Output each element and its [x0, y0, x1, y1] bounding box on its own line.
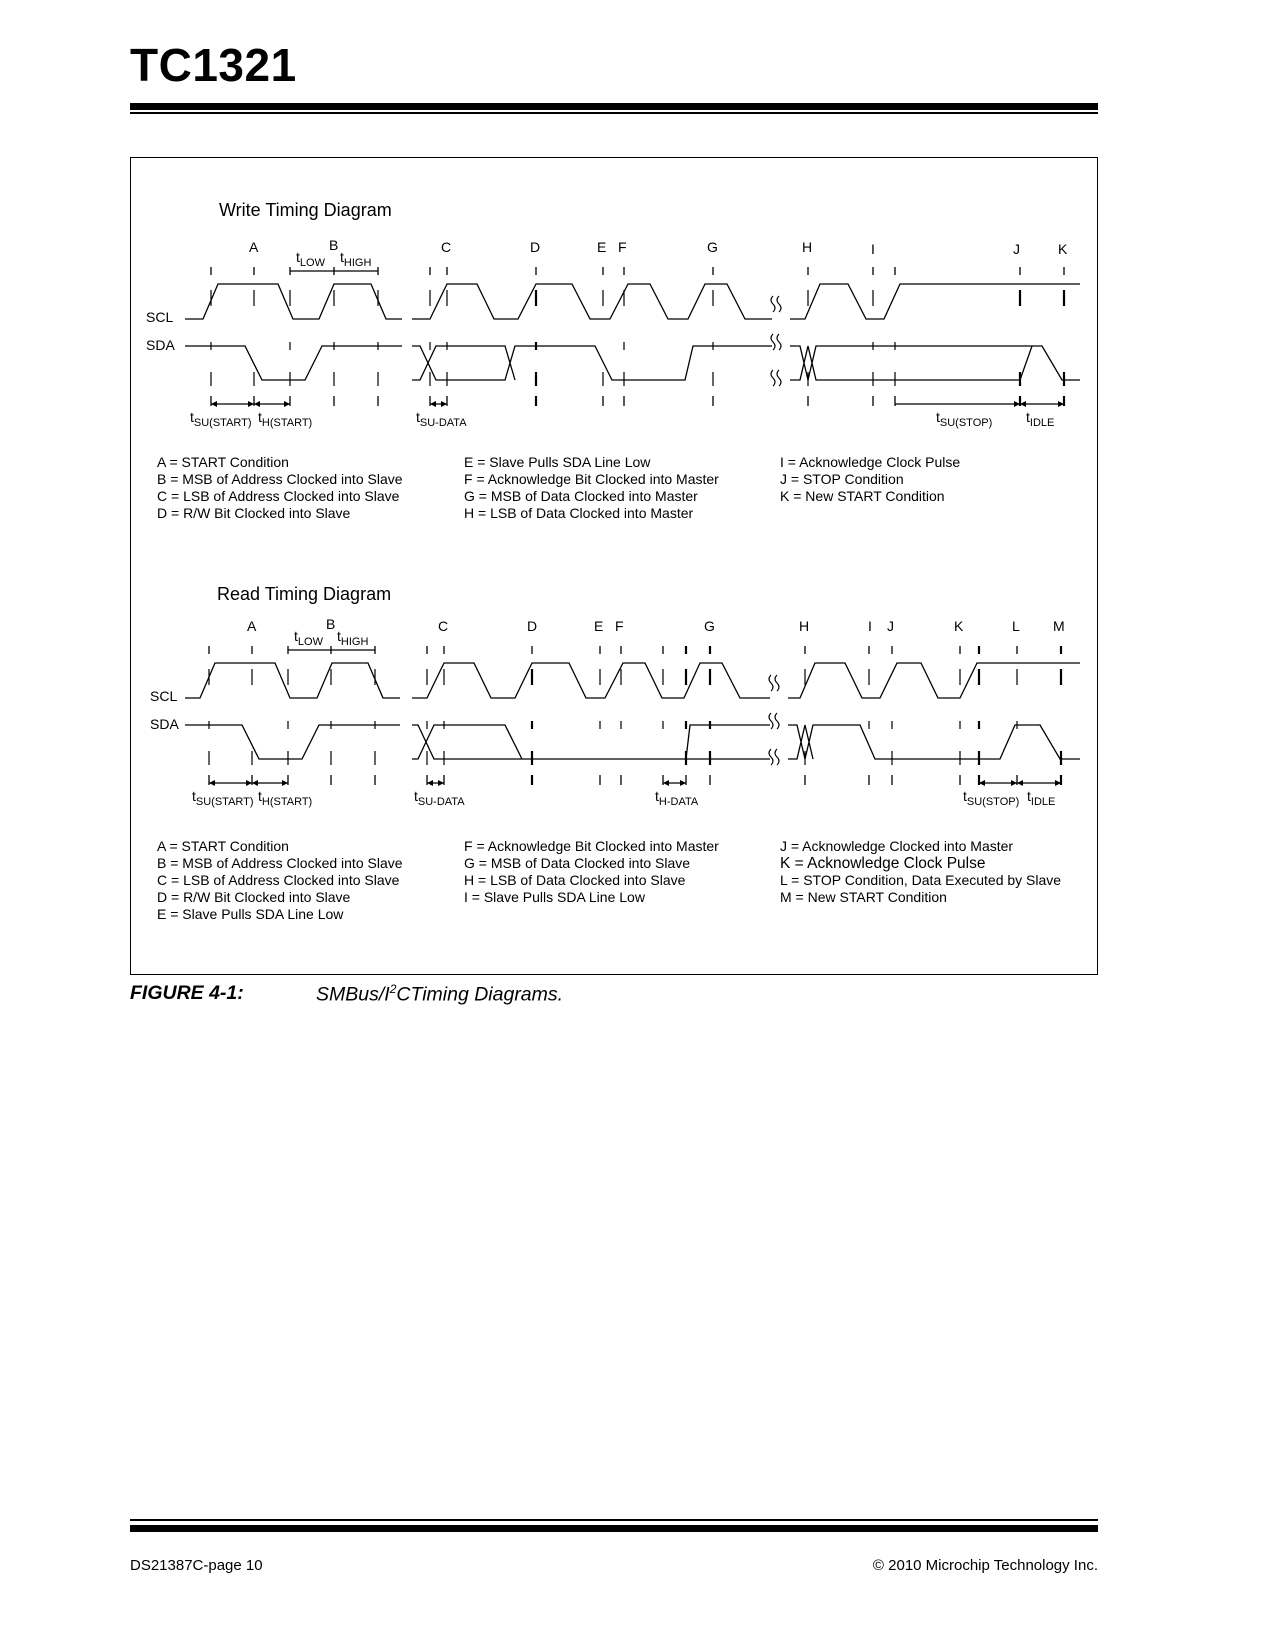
write-th-start-label: $t_{H(START)}$	[258, 409, 313, 429]
read-legend-a: A = START Condition	[157, 838, 289, 854]
read-thigh-label: $t_{HIGH}$	[337, 628, 369, 648]
write-legend-a: A = START Condition	[157, 454, 289, 470]
write-legend-e: E = Slave Pulls SDA Line Low	[464, 454, 651, 470]
read-bottom-ticks	[209, 775, 1061, 785]
footer-copyright: © 2010 Microchip Technology Inc.	[872, 1557, 1098, 1574]
read-marker-i: I	[868, 618, 872, 634]
write-tsu-data-label: $t_{SU-DATA}$	[416, 409, 467, 429]
footer-rule-thin	[130, 1519, 1098, 1521]
read-th-start-label: $t_{H(START)}$	[258, 788, 313, 808]
read-marker-d: D	[527, 618, 538, 634]
read-scl-waveform	[185, 663, 1080, 698]
write-legend-f: F = Acknowledge Bit Clocked into Master	[464, 471, 719, 487]
footer-rule-thick	[130, 1525, 1098, 1532]
read-legend-i: I = Slave Pulls SDA Line Low	[464, 889, 645, 905]
write-tlow-label: $t_{LOW}$	[296, 249, 325, 269]
write-legend-j: J = STOP Condition	[780, 471, 904, 487]
read-legend-b: B = MSB of Address Clocked into Slave	[157, 855, 403, 871]
read-marker-a: A	[247, 618, 257, 634]
write-marker-k: K	[1058, 241, 1068, 257]
read-marker-j: J	[887, 618, 894, 634]
write-marker-i: I	[871, 241, 875, 257]
read-legend-c: C = LSB of Address Clocked into Slave	[157, 872, 400, 888]
read-legend-h: H = LSB of Data Clocked into Slave	[464, 872, 686, 888]
read-guides	[209, 669, 1061, 765]
write-legend-k: K = New START Condition	[780, 488, 945, 504]
read-tlow-label: $t_{LOW}$	[294, 628, 323, 648]
read-arrowheads	[209, 780, 1061, 786]
read-legend-k: K = Acknowledge Clock Pulse	[780, 855, 986, 872]
read-marker-l: L	[1012, 618, 1020, 634]
figure-caption-prefix: SMBus/I	[316, 983, 390, 1006]
read-legend-j: J = Acknowledge Clocked into Master	[780, 838, 1014, 854]
write-marker-h: H	[802, 239, 813, 255]
write-marker-f: F	[618, 239, 627, 255]
read-sda-label: SDA	[150, 716, 179, 732]
write-scl-label: SCL	[146, 309, 174, 325]
write-marker-g: G	[707, 239, 718, 255]
read-marker-c: C	[438, 618, 449, 634]
read-legend-e: E = Slave Pulls SDA Line Low	[157, 906, 344, 922]
read-marker-m: M	[1053, 618, 1065, 634]
read-marker-k: K	[954, 618, 964, 634]
read-legend-col1	[157, 838, 403, 923]
read-legend-col3	[780, 838, 1061, 906]
write-marker-b: B	[329, 237, 339, 253]
write-thigh-label: $t_{HIGH}$	[340, 249, 372, 269]
write-tsu-start-label: $t_{SU(START)}$	[190, 409, 252, 429]
read-marker-g: G	[704, 618, 715, 634]
read-legend-l: L = STOP Condition, Data Executed by Slave	[780, 872, 1062, 888]
read-marker-h: H	[799, 618, 810, 634]
figure-caption-sup: 2	[389, 982, 397, 996]
write-legend-i: I = Acknowledge Clock Pulse	[780, 454, 961, 470]
read-sda-waveform	[185, 725, 1080, 759]
read-tsu-stop-label: $t_{SU(STOP)}$	[963, 788, 1020, 808]
read-diagram-title: Read Timing Diagram	[217, 584, 392, 604]
read-marker-f: F	[615, 618, 624, 634]
write-marker-a: A	[249, 239, 259, 255]
read-legend-g: G = MSB of Data Clocked into Slave	[464, 855, 691, 871]
write-diagram-title: Write Timing Diagram	[219, 200, 392, 220]
read-legend-col2	[464, 838, 719, 906]
write-marker-d: D	[530, 239, 541, 255]
read-break-symbols	[769, 675, 779, 765]
write-marker-j: J	[1013, 241, 1020, 257]
write-legend-g: G = MSB of Data Clocked into Master	[464, 488, 698, 504]
write-legend-b: B = MSB of Address Clocked into Slave	[157, 471, 403, 487]
write-legend-d: D = R/W Bit Clocked into Slave	[157, 505, 351, 521]
write-tsu-stop-label: $t_{SU(STOP)}$	[936, 409, 993, 429]
write-marker-c: C	[441, 239, 452, 255]
figure-caption	[316, 982, 563, 1007]
footer-page-number: DS21387C-page 10	[130, 1557, 263, 1574]
read-tsu-data-label: $t_{SU-DATA}$	[414, 788, 465, 808]
write-marker-e: E	[597, 239, 607, 255]
read-legend-f: F = Acknowledge Bit Clocked into Master	[464, 838, 719, 854]
figure-caption-suffix: CTiming Diagrams.	[396, 983, 564, 1006]
read-tsu-start-label: $t_{SU(START)}$	[192, 788, 254, 808]
write-legend-c: C = LSB of Address Clocked into Slave	[157, 488, 400, 504]
write-sda-label: SDA	[146, 337, 175, 353]
document-title: TC1321	[130, 39, 297, 91]
read-tidle-label: $t_{IDLE}$	[1027, 788, 1056, 808]
write-legend-h: H = LSB of Data Clocked into Master	[464, 505, 694, 521]
read-th-data-label: $t_{H-DATA}$	[655, 788, 699, 808]
read-marker-b: B	[326, 616, 336, 632]
read-scl-label: SCL	[150, 688, 178, 704]
read-legend-d: D = R/W Bit Clocked into Slave	[157, 889, 351, 905]
read-marker-e: E	[594, 618, 604, 634]
figure-number: FIGURE 4-1:	[130, 982, 244, 1004]
read-measure-lines	[209, 650, 1061, 783]
read-legend-m: M = New START Condition	[780, 889, 947, 905]
write-tidle-label: $t_{IDLE}$	[1026, 409, 1055, 429]
